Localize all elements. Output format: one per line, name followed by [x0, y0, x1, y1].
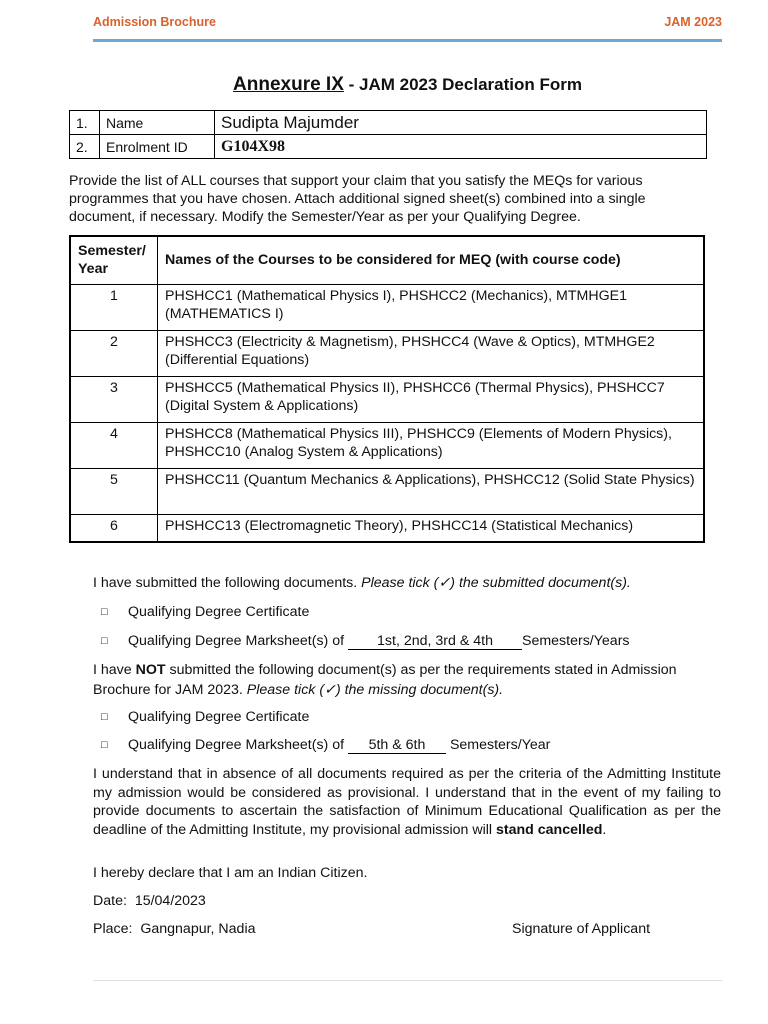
checkbox-icon[interactable]: □ [101, 711, 108, 723]
header-semester: Semester/ Year [70, 236, 158, 285]
place-value: Gangnapur, Nadia [140, 921, 256, 937]
table-row: 3 PHSHCC5 (Mathematical Physics II), PHSHCC6 (Thermal Physics), PHSHCC7 (Digital System & Applications) [70, 377, 704, 423]
place-line: Place: Gangnapur, Nadia [93, 921, 256, 937]
intro-paragraph: Provide the list of ALL courses that support your claim that you satisfy the MEQs for various programmes that you have chosen. Attach additional signed sheet(s) combined into a single document, if necessary. Modify the Semester/Year as per your Qualifying Degree. [69, 173, 646, 225]
table-row: 6 PHSHCC13 (Electromagnetic Theory), PHSHCC14 (Statistical Mechanics) [70, 515, 704, 542]
table-row: 1 PHSHCC1 (Mathematical Physics I), PHSHCC2 (Mechanics), MTMHGE1 (MATHEMATICS I) [70, 285, 704, 331]
annexure-label: Annexure IX [233, 74, 344, 95]
checkbox-icon[interactable]: □ [101, 739, 108, 751]
table-row: 5 PHSHCC11 (Quantum Mechanics & Applications), PHSHCC12 (Solid State Physics) [70, 469, 704, 515]
footer-rule [93, 980, 722, 981]
missing-item-marksheet: Qualifying Degree Marksheet(s) of 5th & 6th Semesters/Year [128, 737, 551, 753]
checkbox-icon[interactable]: □ [101, 635, 108, 647]
missing-item-certificate: Qualifying Degree Certificate [128, 709, 310, 725]
header-course-names: Names of the Courses to be considered for MEQ (with course code) [158, 236, 705, 285]
missing-semesters-fill: 5th & 6th [348, 737, 446, 754]
table-row: 2. Enrolment ID G104X98 [70, 135, 707, 159]
header-right: JAM 2023 [664, 15, 722, 29]
enrolment-id-value: G104X98 [215, 135, 707, 159]
submitted-item-marksheet: Qualifying Degree Marksheet(s) of 1st, 2nd, 3rd & 4th Semesters/Years [128, 633, 630, 649]
applicant-info-table [69, 110, 707, 159]
citizen-declaration: I hereby declare that I am an Indian Citizen. [93, 865, 368, 881]
understanding-paragraph: I understand that in absence of all documents required as per the criteria of the Admitting Institute my admission would be considered as provisional. I understand that in the event of my failing to provide documents to ascertain the satisfaction of Minimum Educational Qualification as per the deadline of the Admitting Institute, my provisional admission will stand cancelled. [93, 766, 721, 838]
table-row: 4 PHSHCC8 (Mathematical Physics III), PHSHCC9 (Elements of Modern Physics), PHSHCC10 (Analog System & Applications) [70, 423, 704, 469]
name-value: Sudipta Majumder [215, 111, 707, 135]
date-line: Date: 15/04/2023 [93, 893, 206, 909]
header-left: Admission Brochure [93, 15, 216, 29]
page-title: Annexure IX - JAM 2023 Declaration Form [233, 74, 582, 95]
date-value: 15/04/2023 [134, 893, 206, 909]
missing-lead: I have NOT submitted the following document(s) as per the requirements stated in Admission Brochure for JAM 2023. Please tick (✓) the missing document(s). [93, 662, 677, 698]
checkbox-icon[interactable]: □ [101, 606, 108, 618]
header-rule [93, 39, 722, 42]
table-row: 2 PHSHCC3 (Electricity & Magnetism), PHSHCC4 (Wave & Optics), MTMHGE2 (Differential Equations) [70, 331, 704, 377]
submitted-lead: I have submitted the following documents. Please tick (✓) the submitted document(s). [93, 575, 631, 591]
submitted-semesters-fill: 1st, 2nd, 3rd & 4th [348, 633, 522, 650]
submitted-item-certificate: Qualifying Degree Certificate [128, 604, 310, 620]
table-row: 1. Name Sudipta Majumder [70, 111, 707, 135]
signature-label: Signature of Applicant [512, 921, 651, 937]
courses-table [69, 235, 705, 543]
